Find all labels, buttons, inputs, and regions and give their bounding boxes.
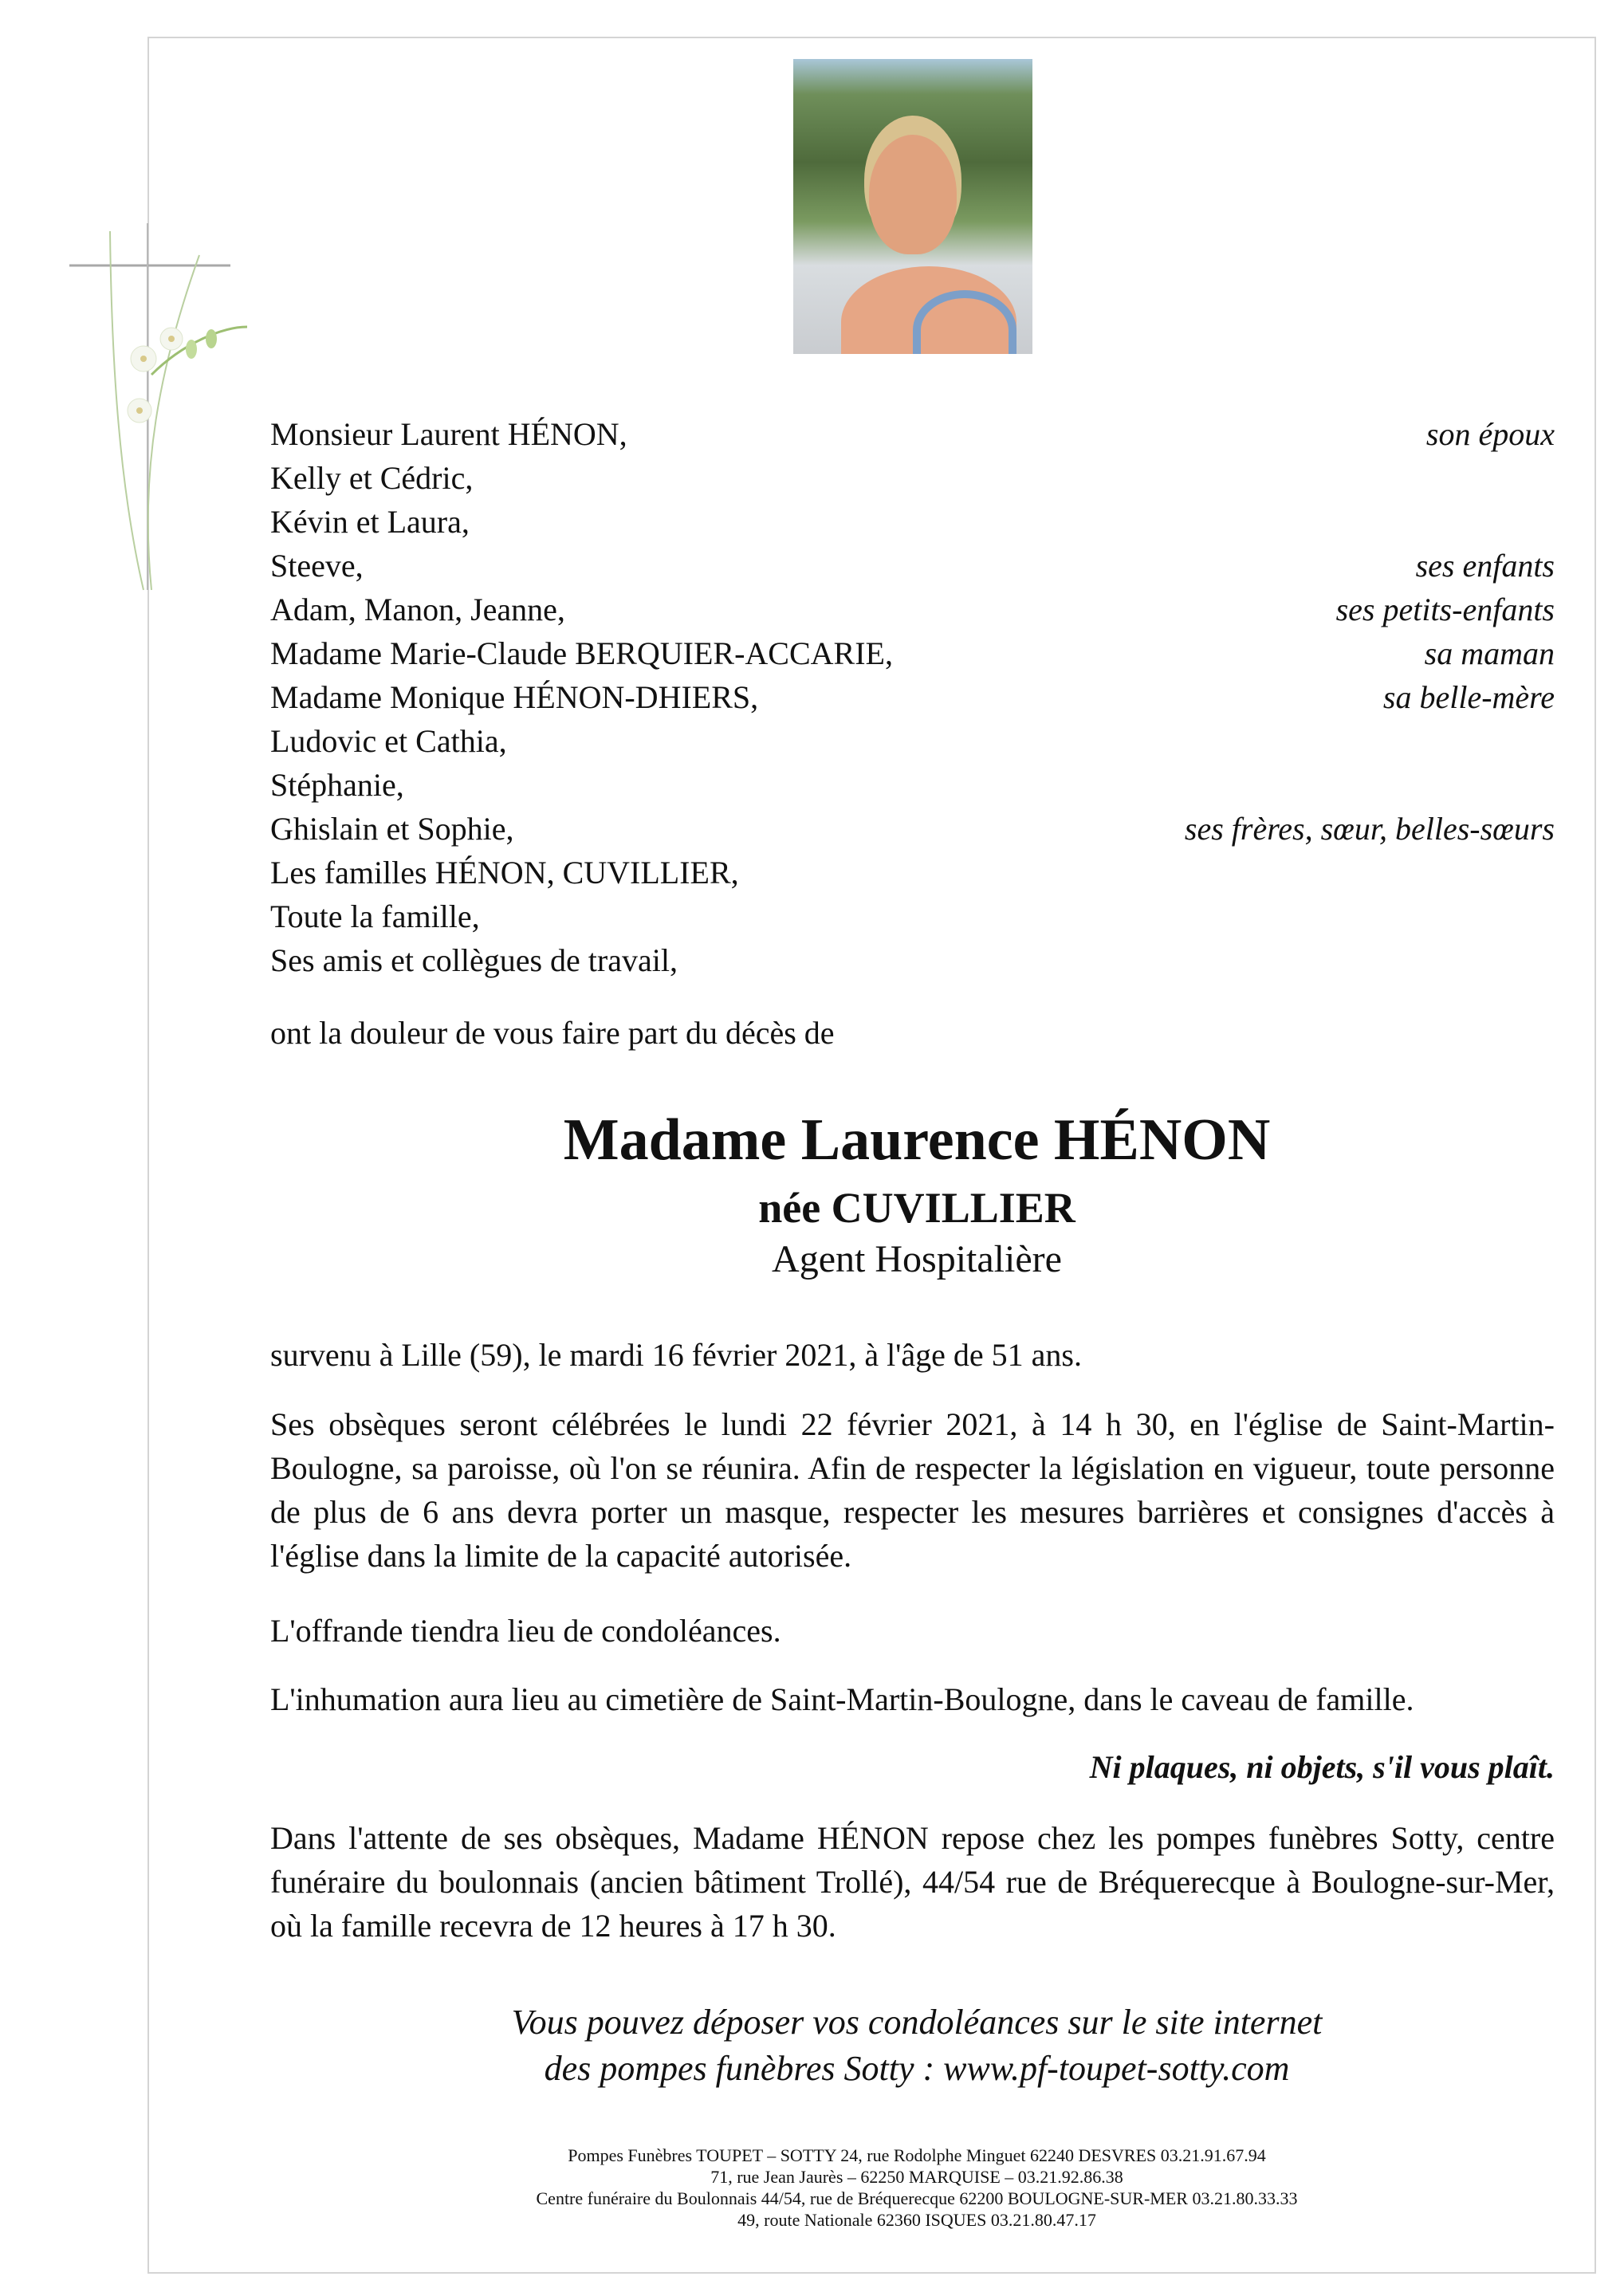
death-text: survenu à Lille (59), le mardi 16 février 2021, à l'âge de 51 ans. (270, 1337, 1082, 1373)
deceased-photo (793, 59, 1032, 354)
funeral-text: Ses obsèques seront célébrées le lundi 22 février 2021, à 14 h 30, en l'église de Saint-Martin-Boulogne, sa paroisse, où l'on se réunira. Afin de respecter la législation en vigueur, toute personne de plus de 6 ans devra porter un masque, respecter les mesures barrières et consignes d'accès à l'église dans la limite de la capacité autorisée. (270, 1406, 1555, 1574)
deceased-profession: Agent Hospitalière (772, 1238, 1062, 1280)
family-name: Madame Marie-Claude BERQUIER-ACCARIE, (270, 635, 893, 671)
burial-text: L'inhumation aura lieu au cimetière de Saint-Martin-Boulogne, dans le caveau de famille. (270, 1681, 1414, 1717)
announcement-text: ont la douleur de vous faire part du décès de (270, 1015, 835, 1051)
footer-line: 49, route Nationale 62360 ISQUES 03.21.80.47.17 (737, 2210, 1096, 2230)
family-name: Ghislain et Sophie, (270, 811, 514, 847)
family-name: Madame Monique HÉNON-DHIERS, (270, 679, 759, 715)
family-name: Adam, Manon, Jeanne, (270, 592, 565, 627)
family-name: Ludovic et Cathia, (270, 723, 507, 759)
family-name: Steeve, (270, 548, 364, 584)
family-relation: sa maman (1424, 635, 1555, 671)
family-relation: ses frères, sœur, belles-sœurs (1184, 811, 1555, 847)
condolences-line-website: des pompes funèbres Sotty : www.pf-toupet-sotty.com (544, 2049, 1290, 2088)
deceased-birth-name: née CUVILLIER (758, 1184, 1075, 1232)
deceased-name: Madame Laurence HÉNON (563, 1107, 1271, 1173)
family-name: Kévin et Laura, (270, 504, 470, 540)
family-relation: son époux (1425, 416, 1555, 452)
footer-line: Pompes Funèbres TOUPET – SOTTY 24, rue Rodolphe Minguet 62240 DESVRES 03.21.91.67.94 (568, 2145, 1266, 2165)
family-name: Ses amis et collègues de travail, (270, 942, 678, 978)
family-name: Kelly et Cédric, (270, 460, 474, 496)
family-name: Stéphanie, (270, 767, 404, 803)
footer-line: Centre funéraire du Boulonnais 44/54, rue de Bréquerecque 62200 BOULOGNE-SUR-MER 03.21.80.33.33 (536, 2188, 1298, 2208)
family-name: Toute la famille, (270, 898, 480, 934)
family-relation: sa belle-mère (1382, 679, 1555, 715)
family-name: Monsieur Laurent HÉNON, (270, 416, 627, 452)
offering-text: L'offrande tiendra lieu de condoléances. (270, 1613, 781, 1649)
condolences-line: Vous pouvez déposer vos condoléances sur le site internet (511, 2003, 1323, 2042)
family-relation: ses petits-enfants (1335, 592, 1555, 627)
footer-line: 71, rue Jean Jaurès – 62250 MARQUISE – 03.21.92.86.38 (710, 2167, 1123, 2187)
family-relation: ses enfants (1415, 548, 1555, 584)
family-name: Les familles HÉNON, CUVILLIER, (270, 855, 739, 890)
cross-flower-icon (64, 207, 303, 606)
no-flowers-text: Ni plaques, ni objets, s'il vous plaît. (1089, 1749, 1555, 1785)
rest-text: Dans l'attente de ses obsèques, Madame HÉNON repose chez les pompes funèbres Sotty, centre funéraire du boulonnais (ancien bâtiment Trollé), 44/54 rue de Bréquerecque à Boulogne-sur-Mer, où la famille recevra de 12 heures à 17 h 30. (270, 1820, 1555, 1944)
